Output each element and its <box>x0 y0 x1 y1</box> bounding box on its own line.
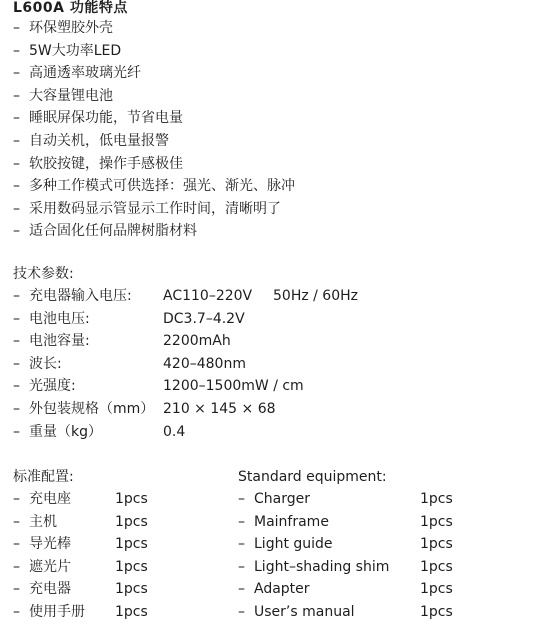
config-item-qty: 1pcs <box>115 603 148 620</box>
config-item-name: 使用手册 <box>29 603 85 620</box>
bullet-dash: – <box>13 200 20 217</box>
bullet-dash: – <box>238 536 245 553</box>
config-item-qty: 1pcs <box>420 581 453 598</box>
config-item-name: Light guide <box>254 536 333 553</box>
specs-list <box>13 285 358 443</box>
bullet-dash: – <box>13 87 20 104</box>
config-en-list <box>238 488 453 624</box>
spec-label: 重量（kg） <box>29 423 102 440</box>
bullet-dash: – <box>13 42 20 59</box>
bullet-dash: – <box>13 20 20 36</box>
spec-value: 2200mAh <box>163 333 231 350</box>
bullet-dash: – <box>13 400 20 417</box>
feature-text: 自动关机，低电量报警 <box>29 132 169 149</box>
spec-row <box>13 285 358 308</box>
list-item <box>13 220 295 243</box>
feature-text: 高通透率玻璃光纤 <box>29 65 141 82</box>
spec-label: 电池容量: <box>29 333 90 350</box>
config-item-qty: 1pcs <box>420 491 453 507</box>
spec-value: 420–480nm <box>163 355 246 372</box>
spec-row <box>13 330 358 353</box>
feature-text: 软胶按键，操作手感极佳 <box>29 155 183 172</box>
bullet-dash: – <box>13 155 20 172</box>
spec-value: 1200–1500mW / cm <box>163 378 304 395</box>
config-item-name: 充电座 <box>29 491 71 507</box>
feature-text: 睡眠屏保功能，节省电量 <box>29 110 183 127</box>
config-item-name: Mainframe <box>254 513 329 530</box>
spec-label: 波长: <box>29 355 62 372</box>
product-title: L600A 功能特点 <box>13 0 128 16</box>
config-item-name: Light–shading shim <box>254 558 390 575</box>
bullet-dash: – <box>13 423 20 440</box>
spec-label: 充电器输入电压: <box>29 288 132 304</box>
config-row <box>13 578 148 601</box>
config-item-qty: 1pcs <box>115 536 148 553</box>
bullet-dash: – <box>238 513 245 530</box>
feature-text: 多种工作模式可供选择：强光、渐光、脉冲 <box>29 178 295 195</box>
feature-text: 5W大功率LED <box>29 42 122 59</box>
list-item <box>13 175 295 198</box>
config-row <box>238 556 453 579</box>
config-item-name: 导光棒 <box>29 536 71 553</box>
list-item <box>13 40 295 63</box>
config-item-name: 充电器 <box>29 581 71 598</box>
spec-row <box>13 308 358 331</box>
config-item-qty: 1pcs <box>420 558 453 575</box>
config-row <box>13 488 148 511</box>
config-item-qty: 1pcs <box>115 491 148 507</box>
bullet-dash: – <box>13 65 20 82</box>
config-en-heading: Standard equipment: <box>238 469 387 485</box>
config-row <box>238 533 453 556</box>
spec-label: 电池电压: <box>29 310 90 327</box>
bullet-dash: – <box>13 378 20 395</box>
config-item-qty: 1pcs <box>115 581 148 598</box>
bullet-dash: – <box>13 223 20 240</box>
bullet-dash: – <box>238 581 245 598</box>
config-item-qty: 1pcs <box>115 513 148 530</box>
spec-value: AC110–220V <box>163 288 253 304</box>
bullet-dash: – <box>13 132 20 149</box>
config-item-name: Charger <box>254 491 310 507</box>
spec-row <box>13 375 358 398</box>
config-row <box>13 533 148 556</box>
config-item-name: 遮光片 <box>29 558 71 575</box>
bullet-dash: – <box>13 178 20 195</box>
bullet-dash: – <box>13 491 20 507</box>
config-cn-heading: 标准配置: <box>13 469 74 485</box>
config-item-qty: 1pcs <box>420 536 453 553</box>
spec-row <box>13 353 358 376</box>
bullet-dash: – <box>13 355 20 372</box>
config-row <box>13 601 148 624</box>
spec-row <box>13 421 358 444</box>
bullet-dash: – <box>13 333 20 350</box>
bullet-dash: – <box>238 491 245 507</box>
bullet-dash: – <box>13 310 20 327</box>
feature-text: 大容量锂电池 <box>29 87 113 104</box>
spec-value: 210 × 145 × 68 <box>163 400 276 417</box>
list-item <box>13 17 295 40</box>
feature-list <box>13 17 295 243</box>
bullet-dash: – <box>238 558 245 575</box>
bullet-dash: – <box>13 513 20 530</box>
spec-row <box>13 398 358 421</box>
config-item-qty: 1pcs <box>420 513 453 530</box>
spec-label: 光强度: <box>29 378 76 395</box>
feature-text: 采用数码显示管显示工作时间，清晰明了 <box>29 200 281 217</box>
spec-value: 0.4 <box>163 423 186 440</box>
config-row <box>238 601 453 624</box>
bullet-dash: – <box>238 603 245 620</box>
specs-heading: 技术参数: <box>13 266 74 282</box>
feature-text: 适合固化任何品牌树脂材料 <box>29 223 197 240</box>
spec-value-secondary: 50Hz / 60Hz <box>273 288 358 304</box>
bullet-dash: – <box>13 558 20 575</box>
list-item <box>13 130 295 153</box>
spec-label: 外包装规格（mm） <box>29 400 155 417</box>
config-row <box>238 511 453 534</box>
bullet-dash: – <box>13 536 20 553</box>
bullet-dash: – <box>13 581 20 598</box>
bullet-dash: – <box>13 288 20 304</box>
config-row <box>13 511 148 534</box>
list-item <box>13 198 295 221</box>
list-item <box>13 62 295 85</box>
list-item <box>13 85 295 108</box>
config-item-name: Adapter <box>254 581 310 598</box>
spec-value: DC3.7–4.2V <box>163 310 245 327</box>
bullet-dash: – <box>13 110 20 127</box>
list-item <box>13 153 295 176</box>
config-item-name: 主机 <box>29 513 57 530</box>
config-cn-list <box>13 488 148 624</box>
list-item <box>13 107 295 130</box>
config-item-qty: 1pcs <box>115 558 148 575</box>
feature-text: 环保塑胶外壳 <box>29 20 113 36</box>
config-item-name: User’s manual <box>254 603 355 620</box>
config-row <box>13 556 148 579</box>
config-row <box>238 578 453 601</box>
config-row <box>238 488 453 511</box>
bullet-dash: – <box>13 603 20 620</box>
config-item-qty: 1pcs <box>420 603 453 620</box>
